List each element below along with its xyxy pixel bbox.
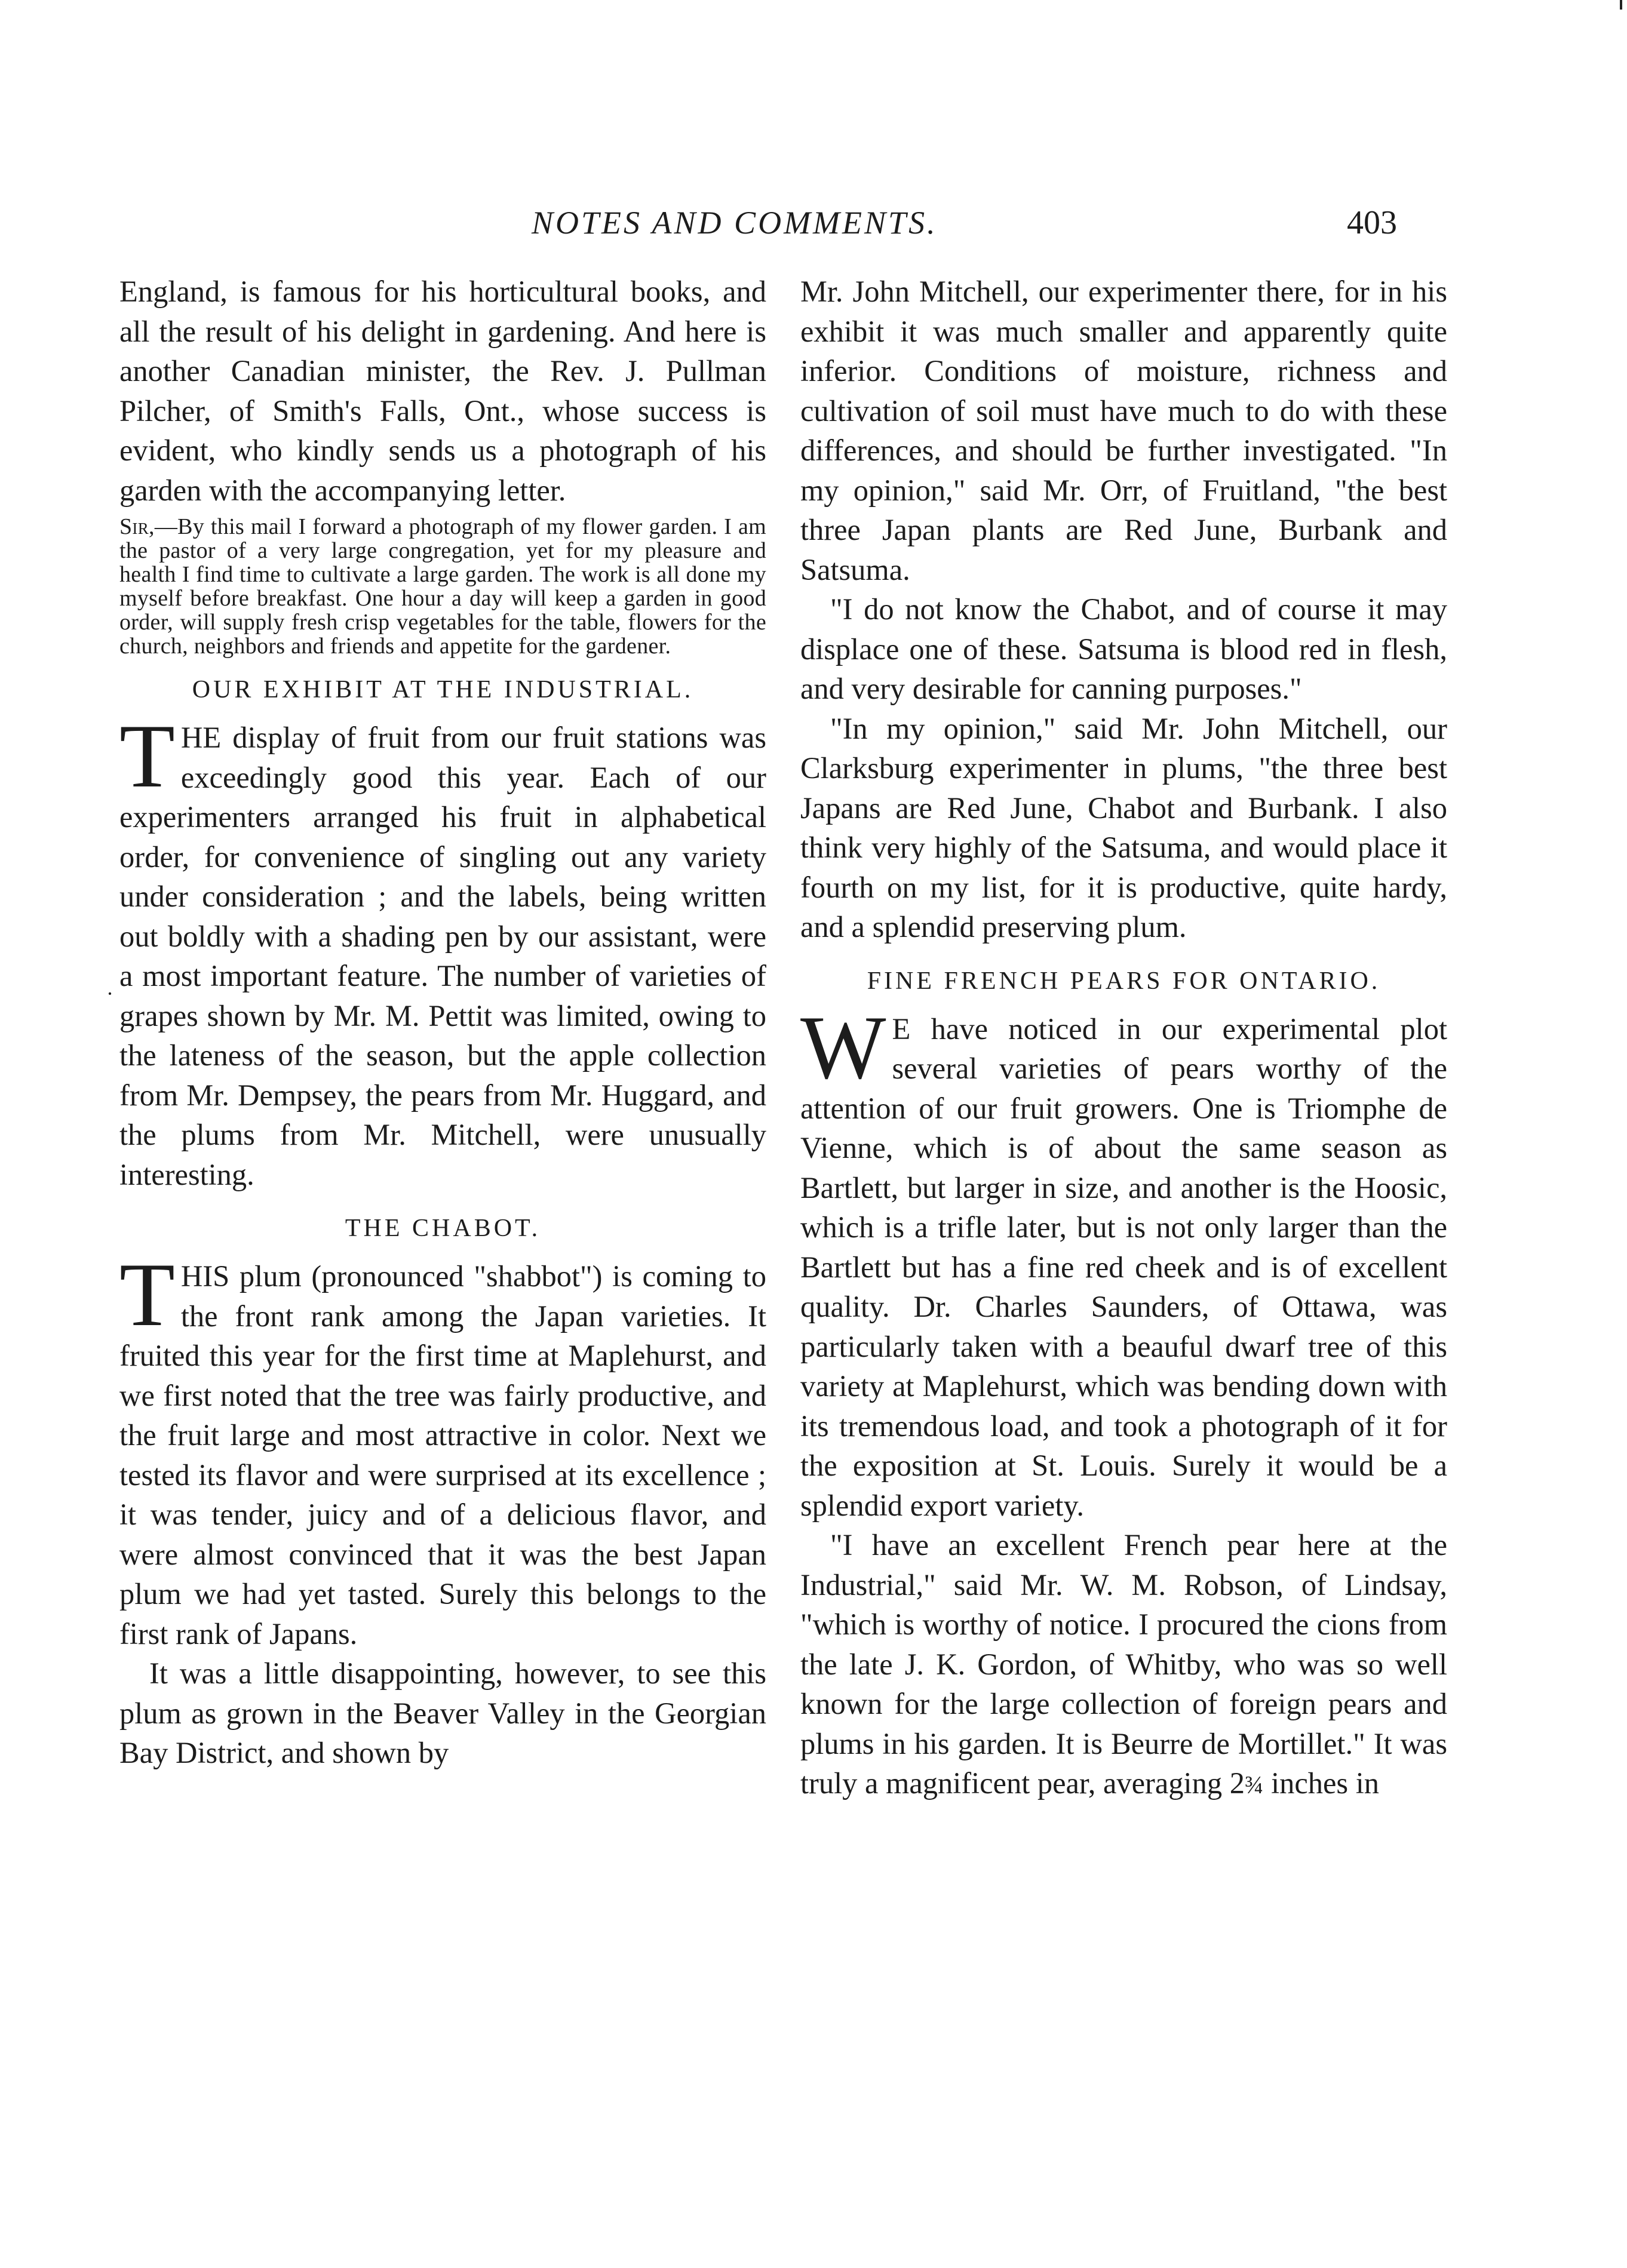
chabot-paragraph-2: It was a little disappointing, however, to see this plum as grown in the Beaver Valley in the Georgian Bay District, and shown by — [119, 1657, 766, 1769]
robson-fraction: ¾ — [1244, 1772, 1264, 1799]
pears-lead-word: E — [892, 1012, 911, 1046]
chabot-paragraph — [119, 1244, 766, 1654]
running-title: NOTES AND COMMENTS. — [532, 205, 938, 241]
robson-tail: inches in — [1263, 1766, 1379, 1800]
letter-body: —By this mail I forward a photograph of my flower garden. I am the pastor of a very large congregation, yet for my pleasure and health I find time to cultivate a large garden. The work is all done my myself before breakfast. One hour a day will keep a garden in good order, will supply fresh crisp vegetables for the table, flowers for the church, neighbors and friends and appetite for the gardener. — [119, 514, 766, 659]
exhibit-body: display of fruit from our fruit stations was exceedingly good this year. Each of our experimenters arranged his fruit in alphabetical order, for convenience of singling out any variety under consideration ; and the labels, being written out boldly with a shading pen by our assistant, were a most important feature. The number of varieties of grapes shown by Mr. M. Pettit was limited, owing to the lateness of the season, but the apple collection from Mr. Dempsey, the pears from Mr. Huggard, and the plums from Mr. Mitchell, were unusually interesting. — [119, 721, 766, 1191]
exhibit-lead-word: HE — [180, 721, 222, 754]
chabot-lead-word: HIS — [180, 1259, 230, 1293]
robson-text: "I have an excellent French pear here at the Industrial," said Mr. W. M. Robson, of Lindsay, "which is worthy of notice. I procured the cions from the late J. K. Gordon, of Whitby, who was so well known for the large collection of foreign pears and plums in his garden. It is Beurre de Mortillet." It was truly a magnificent pear, averaging 2 — [800, 1528, 1447, 1800]
page-number: 403 — [1347, 204, 1397, 241]
right-column — [800, 272, 1447, 1806]
letter-salutation: Sir, — [119, 514, 155, 539]
left-column — [119, 272, 766, 1773]
drop-cap-pears: W — [800, 997, 886, 1098]
drop-cap-exhibit: T — [119, 706, 175, 806]
chabot-quote-paragraph: "I do not know the Chabot, and of course it may displace one of these. Satsuma is blood red in flesh, and very desirable for canning purposes." — [800, 592, 1447, 705]
intro-paragraph: England, is famous for his horticultural books, and all the result of his delight in gardening. And here is another Canadian minister, the Rev. J. Pullman Pilcher, of Smith's Falls, Ont., whose success is evident, who kindly sends us a photograph of his garden with the accompanying letter. — [119, 275, 766, 507]
drop-cap-chabot: T — [119, 1244, 175, 1345]
heading-chabot: THE CHABOT. — [345, 1215, 541, 1242]
page-header — [0, 199, 1627, 247]
continued-paragraph: Mr. John Mitchell, our experimenter there, for in his exhibit it was much smaller and apparently quite inferior. Conditions of moisture, richness and cultivation of soil must have much to do with these differences, and should be further investigated. "In my opinion," said Mr. Orr, of Fruitland, "the best three Japan plants are Red June, Burbank and Satsuma. — [800, 275, 1447, 586]
page-edge-mark — [1620, 0, 1622, 10]
quoted-letter — [119, 515, 766, 658]
chabot-body: plum (pronounced "shabbot") is coming to the front rank among the Japan varieties. It fruited this year for the first time at Maplehurst, and we first noted that the tree was fairly productive, and the fruit large and most attractive in color. Next we tested its flavor and were surprised at its excellence ; it was tender, juicy and of a delicious flavor, and were almost convinced that it was the best Japan plum we had yet tasted. Surely this belongs to the first rank of Japans. — [119, 1259, 766, 1651]
heading-exhibit: OUR EXHIBIT AT THE INDUSTRIAL. — [192, 676, 694, 703]
exhibit-paragraph — [119, 706, 766, 1194]
mitchell-paragraph: "In my opinion," said Mr. John Mitchell, our Clarksburg experimenter in plums, "the three best Japans are Red June, Chabot and Burbank. I also think very highly of the Satsuma, and would place it fourth on my list, for it is productive, quite hardy, and a splendid preserving plum. — [800, 711, 1447, 944]
pears-paragraph — [800, 997, 1447, 1526]
heading-pears: FINE FRENCH PEARS FOR ONTARIO. — [867, 967, 1381, 995]
margin-mark: · — [106, 982, 113, 1006]
pears-body: have noticed in our experimental plot several varieties of pears worthy of the attention of our fruit growers. One is Triomphe de Vienne, which is of about the same season as Bartlett, but larger in size, and another is the Hoosic, which is a trifle later, but is not only larger than the Bartlett but has a fine red cheek and is of excellent quality. Dr. Charles Saunders, of Ottawa, was particularly taken with a beauful dwarf tree of this variety at Maplehurst, which was bending down with its tremendous load, and took a photograph of it for the exposition at St. Louis. Surely it would be a splendid export variety. — [800, 1012, 1447, 1522]
robson-paragraph — [800, 1525, 1447, 1806]
